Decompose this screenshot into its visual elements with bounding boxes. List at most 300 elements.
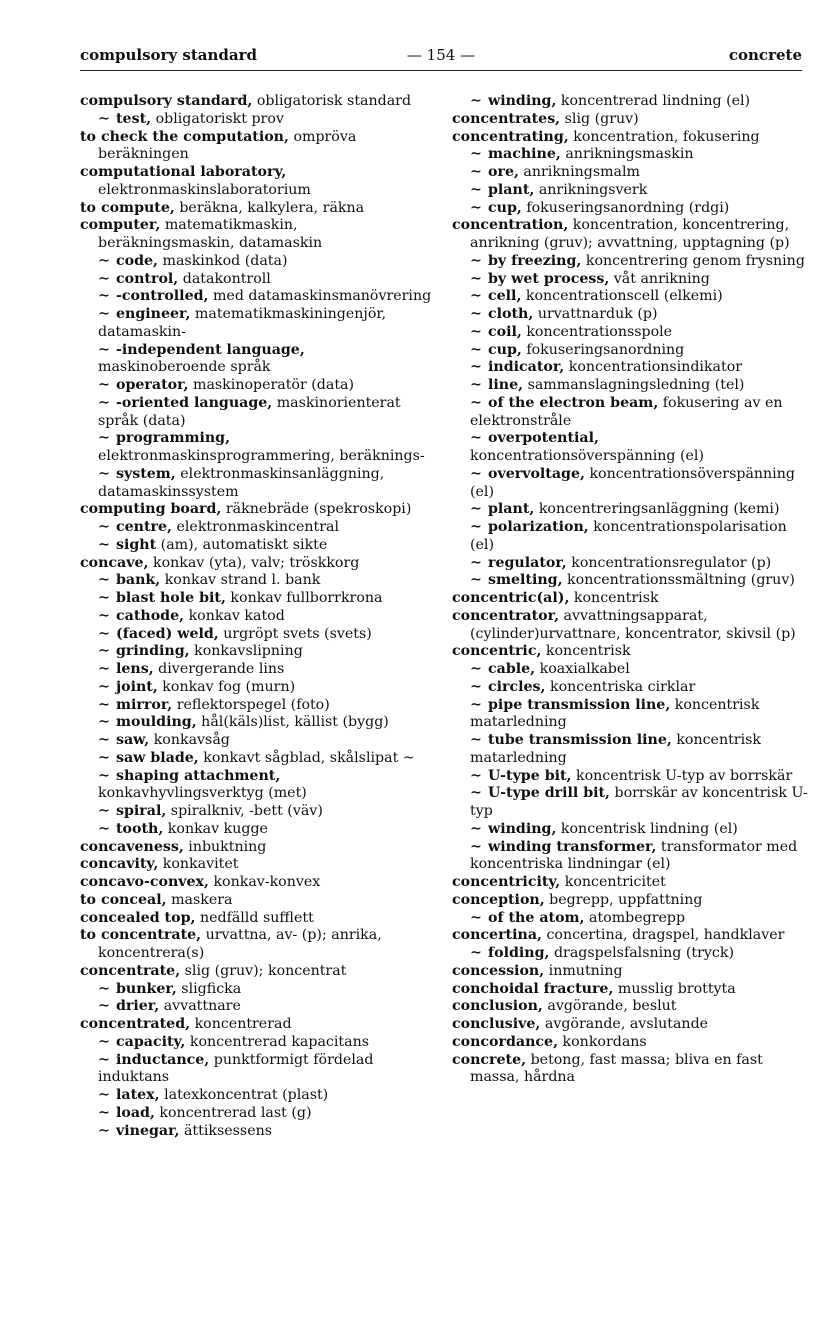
sub-entry	[80, 998, 435, 1016]
entry-definition: koncentrationscell (elkemi)	[521, 288, 723, 305]
entry-definition: punktformigt fördelad induktans	[98, 1051, 374, 1086]
tilde-icon: ∼	[98, 1087, 110, 1103]
sub-entry	[80, 430, 435, 466]
dictionary-entry	[452, 874, 808, 892]
tilde-icon: ∼	[470, 767, 482, 784]
entry-definition: konkav katod	[184, 607, 285, 624]
tilde-icon: ∼	[98, 980, 110, 997]
entry-term: bank,	[116, 572, 161, 589]
entry-definition: urgröpt svets (svets)	[218, 625, 372, 642]
entry-term: concentricity,	[452, 874, 561, 890]
tilde-icon: ∼	[470, 181, 482, 198]
entry-definition: elektronmaskinsanläggning, datamaskinssystem	[98, 465, 385, 500]
sub-entry	[452, 359, 808, 377]
sub-entry	[80, 661, 435, 679]
entry-definition: nedfälld sufflett	[195, 909, 314, 926]
entry-definition: avvattnare	[159, 998, 241, 1015]
dictionary-entry	[452, 1052, 808, 1088]
entry-definition: koncentrisk	[569, 590, 659, 606]
tilde-icon: ∼	[98, 625, 110, 642]
sub-entry	[80, 111, 435, 129]
entry-term: cathode,	[116, 607, 185, 624]
sub-entry	[452, 821, 808, 839]
sub-entry	[452, 93, 808, 111]
entry-definition: koncentrationsindikator	[564, 359, 743, 376]
entry-definition: anrikningsverk	[534, 181, 648, 198]
entry-term: computing board,	[80, 501, 222, 518]
entry-term: computer,	[80, 217, 161, 234]
entry-term: concavity,	[80, 856, 159, 873]
sub-entry	[80, 1034, 435, 1052]
entry-definition: koncentrisk	[541, 643, 631, 660]
entry-definition: borrskär av koncentrisk U-typ	[470, 785, 808, 819]
entry-term: indicator,	[488, 359, 565, 376]
entry-term: cell,	[488, 288, 522, 305]
sub-entry	[452, 661, 808, 679]
entry-term: by freezing,	[488, 252, 582, 269]
tilde-icon: ∼	[98, 394, 110, 411]
entry-definition: beräkna, kalkylera, räkna	[174, 199, 365, 216]
dictionary-entry	[452, 1016, 808, 1034]
entry-definition: koncentreringsanläggning (kemi)	[534, 501, 780, 518]
dictionary-entry	[452, 1034, 808, 1052]
tilde-icon: ∼	[470, 146, 482, 163]
entry-term: winding,	[488, 820, 557, 837]
sub-entry	[452, 555, 808, 573]
entry-term: cable,	[488, 661, 536, 677]
entry-term: polarization,	[488, 519, 589, 535]
sub-entry	[80, 803, 435, 821]
entry-definition: fokuseringsanordning	[521, 341, 685, 358]
entry-term: pipe transmission line,	[488, 696, 671, 713]
sub-entry	[80, 306, 435, 342]
entry-definition: hål(käls)list, källist (bygg)	[196, 714, 389, 731]
entry-term: plant,	[488, 181, 535, 198]
tilde-icon: ∼	[98, 732, 110, 748]
dictionary-entry	[80, 164, 435, 200]
tilde-icon: ∼	[98, 430, 110, 447]
entry-term: engineer,	[116, 306, 191, 322]
tilde-icon: ∼	[470, 288, 482, 305]
entry-term: blast hole bit,	[116, 590, 226, 606]
tilde-icon: ∼	[470, 377, 482, 393]
entry-term: capacity,	[116, 1033, 186, 1050]
entry-definition: koncentrationspolarisation (el)	[470, 519, 787, 553]
entry-term: U-type drill bit,	[488, 785, 610, 802]
header-rule	[80, 70, 802, 71]
entry-term: grinding,	[116, 643, 190, 660]
dictionary-entry	[80, 839, 435, 857]
sub-entry	[80, 519, 435, 537]
entry-definition: konkordans	[558, 1033, 647, 1050]
entry-term: smelting,	[488, 572, 563, 589]
entry-definition: fokusering av en elektronstråle	[470, 394, 783, 429]
sub-entry	[452, 785, 808, 821]
sub-entry	[80, 697, 435, 715]
dictionary-entry	[80, 501, 435, 519]
entry-definition: konkavsåg	[149, 732, 230, 748]
entry-term: centre,	[116, 519, 172, 535]
entry-term: latex,	[116, 1087, 160, 1103]
entry-definition: matematikmaskiningenjör, datamaskin-	[98, 306, 387, 340]
entry-term: system,	[116, 465, 176, 482]
dictionary-entry	[80, 874, 435, 892]
entry-definition: koncentrisk U-typ av borrskär	[571, 767, 793, 784]
header-right-guideword: concrete	[728, 46, 802, 64]
entry-term: (faced) weld,	[116, 625, 219, 642]
entry-term: conchoidal fracture,	[452, 980, 614, 997]
entry-term: lens,	[116, 661, 154, 677]
entry-term: conception,	[452, 891, 545, 908]
entry-term: concentrates,	[452, 110, 561, 127]
entry-term: winding,	[488, 93, 557, 109]
tilde-icon: ∼	[98, 288, 110, 305]
tilde-icon: ∼	[98, 1033, 110, 1050]
entry-definition: betong, fast massa; bliva en fast massa, hårdna	[470, 1051, 763, 1086]
tilde-icon: ∼	[470, 785, 482, 802]
tilde-icon: ∼	[98, 572, 110, 589]
dictionary-entry	[80, 910, 435, 928]
sub-entry	[452, 679, 808, 697]
entry-definition: koncentrisk lindning (el)	[556, 820, 738, 837]
sub-entry	[80, 395, 435, 431]
entry-term: concertina,	[452, 927, 542, 944]
entry-definition: konkav kugge	[163, 820, 268, 837]
entry-term: saw,	[116, 732, 150, 748]
sub-entry	[452, 519, 808, 555]
entry-term: bunker,	[116, 980, 177, 997]
tilde-icon: ∼	[470, 164, 482, 180]
tilde-icon: ∼	[98, 998, 110, 1015]
sub-entry	[80, 981, 435, 999]
sub-entry	[452, 182, 808, 200]
entry-term: mirror,	[116, 696, 173, 713]
tilde-icon: ∼	[470, 93, 482, 109]
entry-term: of the electron beam,	[488, 394, 659, 411]
entry-definition: våt anrikning	[609, 270, 710, 287]
entry-definition: konkav (yta), valv; tröskkorg	[148, 554, 360, 571]
sub-entry	[452, 342, 808, 360]
entry-term: concentric(al),	[452, 590, 570, 606]
left-column	[80, 93, 435, 1140]
sub-entry	[80, 821, 435, 839]
sub-entry	[452, 288, 808, 306]
entry-term: -oriented language,	[116, 394, 273, 411]
sub-entry	[80, 466, 435, 502]
sub-entry	[80, 626, 435, 644]
tilde-icon: ∼	[98, 714, 110, 731]
entry-term: spiral,	[116, 803, 167, 819]
tilde-icon: ∼	[98, 110, 110, 127]
entry-term: drier,	[116, 998, 160, 1015]
entry-definition: ompröva beräkningen	[98, 128, 357, 163]
sub-entry	[452, 306, 808, 324]
sub-entry	[80, 590, 435, 608]
entry-term: test,	[116, 110, 152, 127]
entry-term: compulsory standard,	[80, 93, 253, 109]
entry-term: concentrate,	[80, 962, 181, 979]
tilde-icon: ∼	[470, 306, 482, 322]
sub-entry	[80, 643, 435, 661]
entry-term: -independent language,	[116, 341, 305, 358]
sub-entry	[452, 395, 808, 431]
entry-term: cloth,	[488, 306, 534, 322]
dictionary-entry	[452, 643, 808, 661]
tilde-icon: ∼	[98, 377, 110, 393]
entry-term: coil,	[488, 323, 522, 340]
tilde-icon: ∼	[470, 359, 482, 376]
sub-entry	[80, 1105, 435, 1123]
entry-term: moulding,	[116, 714, 197, 731]
entry-term: concordance,	[452, 1033, 559, 1050]
tilde-icon: ∼	[470, 838, 482, 855]
tilde-icon: ∼	[470, 430, 482, 447]
tilde-icon: ∼	[98, 1122, 110, 1139]
dictionary-entry	[452, 217, 808, 253]
entry-definition: maskinorienterat språk (data)	[98, 394, 401, 429]
entry-term: of the atom,	[488, 909, 585, 926]
entry-definition: koncentrering genom frysning	[581, 252, 805, 269]
dictionary-entry	[80, 856, 435, 874]
tilde-icon: ∼	[98, 590, 110, 606]
tilde-icon: ∼	[470, 572, 482, 589]
header-left-guideword: compulsory standard	[80, 46, 257, 64]
dictionary-entry	[80, 93, 435, 111]
entry-definition: koncentrerad kapacitans	[185, 1033, 369, 1050]
entry-term: concaveness,	[80, 838, 184, 855]
entry-definition: elektronmaskinslaboratorium	[98, 181, 311, 198]
entry-term: circles,	[488, 678, 546, 695]
entry-definition: med datamaskinsmanövrering	[208, 288, 432, 305]
tilde-icon: ∼	[98, 306, 110, 322]
right-column	[452, 93, 808, 1087]
entry-term: concentric,	[452, 643, 542, 660]
entry-term: concealed top,	[80, 909, 196, 926]
sub-entry	[80, 732, 435, 750]
entry-definition: koncentration, fokusering	[568, 128, 760, 145]
dictionary-entry	[80, 892, 435, 910]
entry-definition: inmutning	[544, 962, 623, 979]
entry-term: tooth,	[116, 820, 164, 837]
entry-definition: dragspelsfalsning (tryck)	[549, 945, 734, 961]
tilde-icon: ∼	[98, 749, 110, 766]
tilde-icon: ∼	[98, 1051, 110, 1068]
sub-entry	[452, 146, 808, 164]
entry-term: conclusive,	[452, 1016, 541, 1032]
entry-definition: koncentrerad	[190, 1016, 292, 1032]
sub-entry	[80, 288, 435, 306]
sub-entry	[452, 945, 808, 963]
entry-definition: anrikningsmaskin	[560, 146, 694, 163]
dictionary-entry	[452, 129, 808, 147]
entry-definition: slig (gruv); koncentrat	[180, 962, 347, 979]
tilde-icon: ∼	[470, 820, 482, 837]
tilde-icon: ∼	[98, 270, 110, 287]
sub-entry	[80, 679, 435, 697]
entry-term: concentrated,	[80, 1016, 191, 1032]
entry-term: conclusion,	[452, 998, 543, 1015]
sub-entry	[80, 714, 435, 732]
dictionary-entry	[80, 555, 435, 573]
entry-definition: spiralkniv, -bett (väv)	[166, 803, 323, 819]
entry-term: programming,	[116, 430, 231, 447]
sub-entry	[452, 253, 808, 271]
tilde-icon: ∼	[470, 661, 482, 677]
entry-term: by wet process,	[488, 270, 610, 287]
tilde-icon: ∼	[470, 199, 482, 216]
sub-entry	[80, 608, 435, 626]
sub-entry	[452, 466, 808, 502]
sub-entry	[452, 430, 808, 466]
entry-definition: koncentrationssmältning (gruv)	[562, 572, 795, 589]
tilde-icon: ∼	[470, 519, 482, 535]
sub-entry	[80, 253, 435, 271]
tilde-icon: ∼	[470, 465, 482, 482]
entry-term: overpotential,	[488, 430, 599, 447]
tilde-icon: ∼	[470, 696, 482, 713]
tilde-icon: ∼	[98, 696, 110, 713]
entry-term: machine,	[488, 146, 561, 163]
entry-definition: transformator med koncentriska lindningar (el)	[470, 838, 798, 873]
entry-term: operator,	[116, 377, 189, 393]
entry-term: control,	[116, 270, 179, 287]
entry-definition: koncentrationsöverspänning (el)	[470, 448, 704, 464]
entry-definition: konkav fullborrkrona	[225, 590, 383, 606]
sub-entry	[80, 342, 435, 378]
entry-definition: koncentration, koncentrering, anrikning (gruv); avvattning, upptagning (p)	[470, 217, 790, 251]
entry-term: to concentrate,	[80, 927, 202, 944]
sub-entry	[80, 1087, 435, 1105]
dictionary-entry	[452, 111, 808, 129]
entry-definition: concertina, dragspel, handklaver	[541, 927, 785, 944]
entry-definition: maskinkod (data)	[158, 252, 288, 269]
entry-term: cup,	[488, 341, 522, 358]
dictionary-entry	[80, 200, 435, 218]
dictionary-entry	[452, 608, 808, 644]
sub-entry	[80, 1052, 435, 1088]
entry-term: to compute,	[80, 199, 175, 216]
sub-entry	[452, 200, 808, 218]
entry-term: concession,	[452, 962, 545, 979]
entry-definition: begrepp, uppfattning	[544, 891, 703, 908]
tilde-icon: ∼	[98, 803, 110, 819]
entry-definition: datakontroll	[178, 270, 271, 287]
entry-term: tube transmission line,	[488, 732, 672, 748]
entry-definition: koncentrationsspole	[521, 323, 673, 340]
page-number: — 154 —	[406, 46, 476, 64]
dictionary-entry	[452, 981, 808, 999]
tilde-icon: ∼	[98, 820, 110, 837]
entry-definition: obligatoriskt prov	[151, 110, 284, 127]
entry-definition: latexkoncentrat (plast)	[159, 1087, 329, 1103]
entry-definition: urvattnarduk (p)	[533, 306, 658, 322]
entry-term: overvoltage,	[488, 465, 585, 482]
entry-term: to check the computation,	[80, 128, 289, 145]
entry-term: saw blade,	[116, 749, 199, 766]
entry-definition: konkavt sågblad, skålslipat ~	[198, 749, 415, 766]
dictionary-entry	[452, 927, 808, 945]
sub-entry	[452, 164, 808, 182]
tilde-icon: ∼	[470, 732, 482, 748]
tilde-icon: ∼	[98, 1104, 110, 1121]
tilde-icon: ∼	[470, 252, 482, 269]
tilde-icon: ∼	[98, 607, 110, 624]
entry-definition: koncentrisk matarledning	[470, 732, 761, 766]
entry-definition: koncentriska cirklar	[545, 678, 696, 695]
entry-definition: elektronmaskincentral	[171, 519, 340, 535]
entry-definition: avvattningsapparat, (cylinder)urvattnare, koncentrator, skivsil (p)	[470, 607, 796, 642]
tilde-icon: ∼	[470, 394, 482, 411]
entry-term: -controlled,	[116, 288, 209, 305]
entry-term: computational laboratory,	[80, 164, 287, 180]
entry-term: inductance,	[116, 1051, 210, 1068]
tilde-icon: ∼	[470, 501, 482, 518]
entry-definition: slig (gruv)	[560, 110, 639, 127]
tilde-icon: ∼	[470, 323, 482, 340]
entry-term: to conceal,	[80, 891, 167, 908]
entry-definition: koncentricitet	[560, 874, 666, 890]
entry-definition: obligatorisk standard	[252, 93, 412, 109]
entry-definition: matematikmaskin, beräkningsmaskin, datamaskin	[98, 217, 323, 251]
entry-definition: maskinoperatör (data)	[188, 377, 355, 393]
entry-definition: konkavhyvlingsverktyg (met)	[98, 785, 307, 802]
entry-term: joint,	[116, 678, 158, 695]
dictionary-entry	[80, 1016, 435, 1034]
entry-definition: konkavitet	[158, 856, 239, 873]
entry-definition: koaxialkabel	[535, 661, 630, 677]
sub-entry	[80, 537, 435, 555]
entry-definition: anrikningsmalm	[518, 164, 641, 180]
entry-term: concavo-convex,	[80, 874, 209, 890]
entry-definition: koncentrationsöverspänning (el)	[470, 465, 795, 500]
entry-term: code,	[116, 252, 158, 269]
entry-definition: sammanslagningsledning (tel)	[523, 377, 745, 393]
entry-definition: räknebräde (spekroskopi)	[221, 501, 412, 518]
sub-entry	[80, 377, 435, 395]
entry-term: concentration,	[452, 217, 569, 234]
entry-definition: maskinoberoende språk	[98, 359, 271, 376]
entry-definition: reflektorspegel (foto)	[172, 696, 330, 713]
dictionary-entry	[80, 963, 435, 981]
tilde-icon: ∼	[98, 341, 110, 358]
entry-definition: konkav fog (murn)	[157, 678, 296, 695]
entry-definition: fokuseringsanordning (rdgi)	[521, 199, 730, 216]
sub-entry	[452, 271, 808, 289]
entry-definition: koncentrationsregulator (p)	[566, 554, 772, 571]
tilde-icon: ∼	[470, 270, 482, 287]
sub-entry	[452, 377, 808, 395]
entry-definition: divergerande lins	[153, 661, 285, 677]
tilde-icon: ∼	[470, 554, 482, 571]
sub-entry	[452, 910, 808, 928]
tilde-icon: ∼	[98, 661, 110, 677]
page-header	[80, 46, 802, 68]
sub-entry	[452, 501, 808, 519]
sub-entry	[80, 271, 435, 289]
entry-term: load,	[116, 1104, 155, 1121]
entry-term: concentrating,	[452, 128, 569, 145]
entry-term: cup,	[488, 199, 522, 216]
sub-entry	[452, 572, 808, 590]
tilde-icon: ∼	[98, 767, 110, 784]
tilde-icon: ∼	[470, 909, 482, 926]
dictionary-entry	[80, 927, 435, 963]
entry-term: shaping attachment,	[116, 767, 281, 784]
dictionary-entry	[80, 129, 435, 165]
tilde-icon: ∼	[98, 678, 110, 695]
entry-definition: urvattna, av- (p); anrika, koncentrera(s)	[98, 927, 382, 961]
sub-entry	[80, 750, 435, 768]
